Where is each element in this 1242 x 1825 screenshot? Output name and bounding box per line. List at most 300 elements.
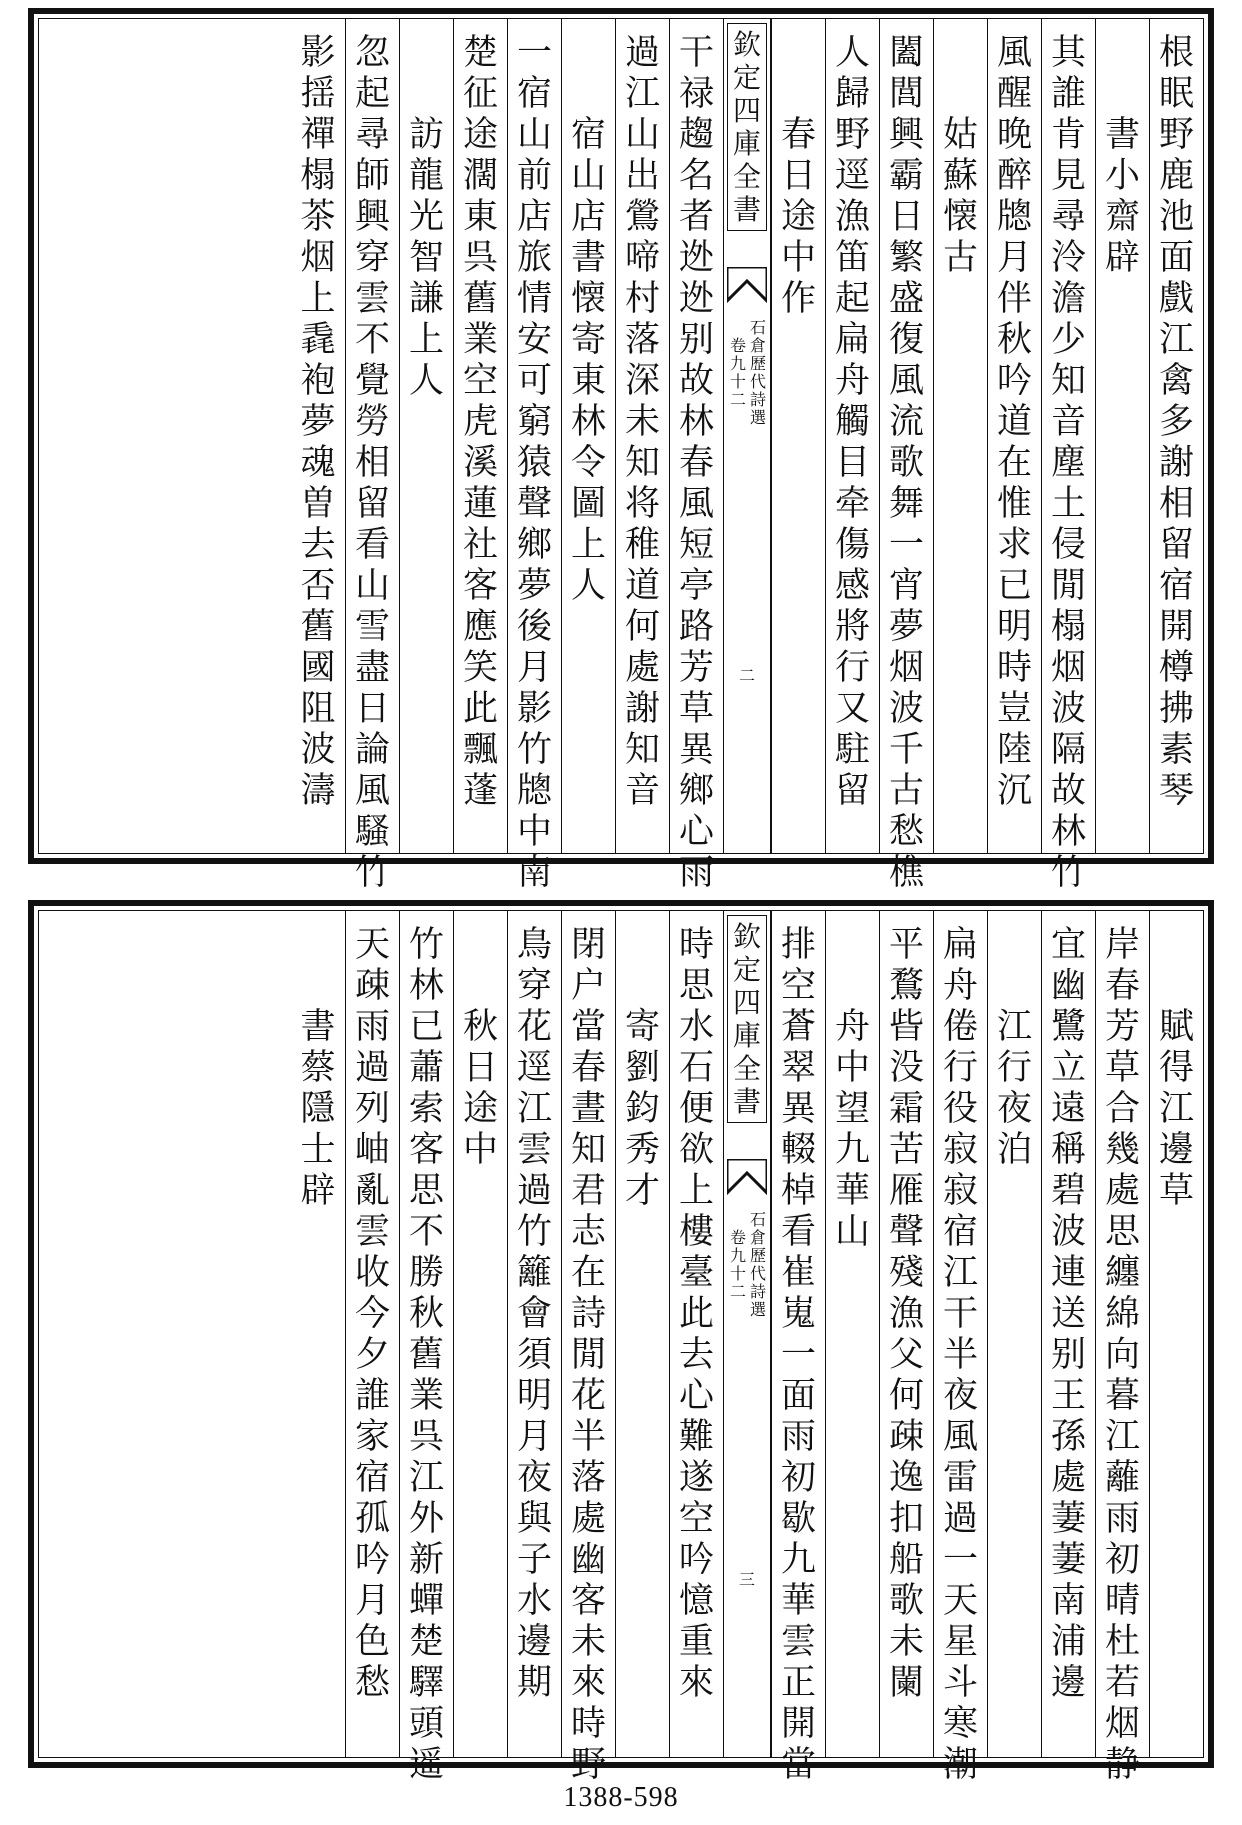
- text-column: [879, 911, 933, 1757]
- glyph: 歷: [749, 354, 766, 373]
- glyph: 中: [516, 812, 552, 852]
- glyph: 醉: [996, 156, 1032, 196]
- glyph: 舟: [834, 1007, 870, 1047]
- glyph: 後: [516, 607, 552, 647]
- glyph: 一: [780, 1335, 816, 1375]
- glyph: 茶: [300, 197, 336, 237]
- glyph: 鈞: [624, 1089, 660, 1129]
- glyph: 波: [888, 689, 924, 729]
- glyph: 閉: [570, 925, 606, 965]
- glyph: 智: [408, 238, 444, 278]
- glyph: 秋: [462, 1007, 498, 1047]
- glyph: 蕭: [408, 1048, 444, 1088]
- glyph: 戲: [1158, 279, 1194, 319]
- glyph: 收: [354, 1253, 390, 1293]
- glyph: 笛: [834, 238, 870, 278]
- glyph: 澹: [1050, 279, 1086, 319]
- glyph: 留: [834, 771, 870, 811]
- glyph: 惟: [996, 484, 1032, 524]
- glyph: 樽: [1158, 648, 1194, 688]
- glyph: 楚: [462, 33, 498, 73]
- glyph: 愁: [888, 812, 924, 852]
- glyph: 寂: [942, 1130, 978, 1170]
- glyph: 留: [354, 484, 390, 524]
- glyph: 書: [732, 1085, 761, 1118]
- glyph: 尋: [1050, 197, 1086, 237]
- glyph: 書: [732, 193, 761, 226]
- glyph: 過: [516, 1171, 552, 1211]
- glyph: 興: [354, 197, 390, 237]
- glyph: 林: [678, 402, 714, 442]
- glyph: 石: [749, 1210, 766, 1229]
- glyph: 禪: [300, 115, 336, 155]
- glyph: 江: [1158, 320, 1194, 360]
- lower-folio-frame: [38, 910, 1204, 1785]
- glyph: 宵: [888, 566, 924, 606]
- glyph: 書: [570, 238, 606, 278]
- glyph: 邊: [1050, 1663, 1086, 1703]
- glyph: 侵: [1050, 525, 1086, 565]
- glyph: 石: [678, 1048, 714, 1088]
- glyph: 岸: [1104, 925, 1140, 965]
- glyph: 深: [624, 361, 660, 401]
- glyph: 人: [570, 566, 606, 606]
- glyph: 風: [996, 33, 1032, 73]
- glyph: 寂: [942, 1171, 978, 1211]
- glyph: 途: [462, 115, 498, 155]
- glyph: 見: [1050, 156, 1086, 196]
- glyph: 芳: [678, 648, 714, 688]
- glyph: 塵: [1050, 443, 1086, 483]
- glyph: 面: [1158, 238, 1194, 278]
- glyph: 齋: [1104, 197, 1140, 237]
- glyph: 㫮: [888, 1007, 924, 1047]
- glyph: 根: [1158, 33, 1194, 73]
- glyph: 道: [624, 566, 660, 606]
- glyph: 雪: [354, 607, 390, 647]
- glyph: 初: [780, 1458, 816, 1498]
- text-column: [1095, 911, 1149, 1785]
- glyph: 鶩: [888, 966, 924, 1006]
- glyph: 伴: [996, 279, 1032, 319]
- glyph: 碧: [1050, 1171, 1086, 1211]
- glyph: 雨: [1104, 1499, 1140, 1539]
- glyph: 便: [678, 1089, 714, 1129]
- glyph: 閒: [1050, 566, 1086, 606]
- glyph: 庫: [732, 1019, 761, 1052]
- glyph: 選: [749, 1300, 766, 1319]
- glyph: 别: [1050, 1335, 1086, 1375]
- glyph: 可: [516, 361, 552, 401]
- glyph: 舊: [462, 279, 498, 319]
- glyph: 四: [732, 94, 761, 127]
- glyph: 社: [462, 525, 498, 565]
- glyph: 宿: [942, 1212, 978, 1252]
- fold-subtitle: [724, 1211, 770, 1361]
- glyph: 師: [354, 156, 390, 196]
- glyph: 池: [1158, 197, 1194, 237]
- glyph: 聲: [516, 484, 552, 524]
- glyph: 看: [780, 1212, 816, 1252]
- glyph: 憶: [678, 1581, 714, 1621]
- glyph: 時: [678, 925, 714, 965]
- glyph: 上: [300, 279, 336, 319]
- glyph: 逕: [516, 1048, 552, 1088]
- glyph: 店: [570, 197, 606, 237]
- glyph: 故: [1050, 771, 1086, 811]
- glyph: 天: [942, 1581, 978, 1621]
- glyph: 素: [1158, 730, 1194, 770]
- glyph: 秋: [408, 1294, 444, 1334]
- glyph: 日: [888, 197, 924, 237]
- glyph: 士: [300, 1130, 336, 1170]
- volume-label: [728, 1229, 748, 1301]
- glyph: 起: [354, 74, 390, 114]
- fishtail-mark-icon: [727, 1159, 767, 1199]
- fishtail-mark-icon: [727, 267, 767, 307]
- glyph: 疎: [354, 966, 390, 1006]
- text-column: [933, 19, 987, 853]
- glyph: 揺: [300, 74, 336, 114]
- glyph: 閒: [570, 1335, 606, 1375]
- glyph: 家: [354, 1417, 390, 1457]
- glyph: 九: [780, 1540, 816, 1580]
- glyph: 相: [1158, 484, 1194, 524]
- glyph: 何: [624, 607, 660, 647]
- glyph: 闔: [888, 33, 924, 73]
- glyph: 情: [516, 279, 552, 319]
- glyph: 逕: [834, 156, 870, 196]
- glyph: 起: [834, 279, 870, 319]
- glyph: 夢: [300, 402, 336, 442]
- glyph: 林: [570, 402, 606, 442]
- glyph: 竹: [354, 853, 390, 893]
- text-column: [615, 911, 669, 1757]
- glyph: 影: [300, 33, 336, 73]
- glyph: 倉: [749, 1228, 766, 1247]
- glyph: 古: [942, 238, 978, 278]
- glyph: 榻: [1050, 607, 1086, 647]
- glyph: 泠: [1050, 238, 1086, 278]
- glyph: 過: [624, 33, 660, 73]
- glyph: 令: [570, 443, 606, 483]
- glyph: 日: [780, 156, 816, 196]
- glyph: 孫: [1050, 1417, 1086, 1457]
- glyph: 店: [516, 197, 552, 237]
- glyph: 花: [516, 1007, 552, 1047]
- glyph: 遠: [1050, 1089, 1086, 1129]
- glyph: 野: [1158, 115, 1194, 155]
- glyph: 霜: [888, 1089, 924, 1129]
- glyph: 風: [678, 484, 714, 524]
- text-column: [1149, 911, 1203, 1757]
- glyph: 詩: [570, 1294, 606, 1334]
- glyph: 頭: [408, 1704, 444, 1744]
- glyph: 上: [570, 525, 606, 565]
- glyph: 歷: [749, 1246, 766, 1265]
- glyph: 思: [678, 966, 714, 1006]
- glyph: 途: [780, 197, 816, 237]
- glyph: 崔: [780, 1253, 816, 1293]
- glyph: 疎: [888, 1417, 924, 1457]
- glyph: 岫: [354, 1130, 390, 1170]
- glyph: 沉: [996, 771, 1032, 811]
- glyph: 野: [570, 1745, 606, 1785]
- glyph: 空: [780, 966, 816, 1006]
- glyph: 書: [1104, 115, 1140, 155]
- glyph: 邊: [516, 1622, 552, 1662]
- glyph: 漁: [834, 197, 870, 237]
- glyph: 村: [624, 279, 660, 319]
- glyph: 詩: [749, 1282, 766, 1301]
- text-column: [771, 911, 825, 1785]
- glyph: 路: [678, 607, 714, 647]
- glyph: 禽: [1158, 361, 1194, 401]
- glyph: 宜: [1050, 925, 1086, 965]
- glyph: 已: [408, 1007, 444, 1047]
- glyph: 安: [516, 320, 552, 360]
- lower-folio: [28, 900, 1214, 1785]
- glyph: 雲: [354, 279, 390, 319]
- glyph: 草: [678, 689, 714, 729]
- glyph: 呉: [408, 1417, 444, 1457]
- glyph: 龍: [408, 156, 444, 196]
- glyph: 辟: [1104, 238, 1140, 278]
- glyph: 浦: [1050, 1622, 1086, 1662]
- glyph: 樵: [888, 853, 924, 893]
- glyph: 道: [996, 402, 1032, 442]
- glyph: 連: [1050, 1253, 1086, 1293]
- glyph: 二: [729, 1282, 746, 1301]
- glyph: 雲: [516, 1130, 552, 1170]
- glyph: 吟: [354, 1540, 390, 1580]
- glyph: 旅: [516, 238, 552, 278]
- glyph: 志: [570, 1212, 606, 1252]
- glyph: 窮: [516, 402, 552, 442]
- glyph: 静: [1104, 1745, 1140, 1785]
- glyph: 雨: [780, 1417, 816, 1457]
- glyph: 合: [1104, 1089, 1140, 1129]
- glyph: 林: [408, 966, 444, 1006]
- text-column: [399, 19, 453, 853]
- glyph: 石: [749, 318, 766, 337]
- text-column: [669, 911, 723, 1757]
- glyph: 一: [516, 33, 552, 73]
- glyph: 舊: [300, 607, 336, 647]
- glyph: 音: [624, 771, 660, 811]
- glyph: 舟: [834, 361, 870, 401]
- glyph: 臺: [678, 1253, 714, 1293]
- glyph: 歌: [888, 443, 924, 483]
- glyph: 面: [780, 1376, 816, 1416]
- text-column: [345, 19, 399, 893]
- glyph: 立: [1050, 1048, 1086, 1088]
- glyph: 春: [678, 443, 714, 483]
- glyph: 迯: [678, 238, 714, 278]
- glyph: 殘: [888, 1253, 924, 1293]
- glyph: 溪: [462, 443, 498, 483]
- glyph: 不: [354, 320, 390, 360]
- glyph: 客: [570, 1581, 606, 1621]
- glyph: 途: [462, 1089, 498, 1129]
- glyph: 舊: [408, 1335, 444, 1375]
- glyph: 稱: [1050, 1130, 1086, 1170]
- glyph: 華: [780, 1581, 816, 1621]
- glyph: 歸: [834, 74, 870, 114]
- glyph: 月: [996, 238, 1032, 278]
- glyph: 别: [678, 320, 714, 360]
- anthology-title: [748, 319, 768, 427]
- glyph: 曽: [300, 484, 336, 524]
- glyph: 江: [624, 74, 660, 114]
- glyph: 賦: [1158, 1007, 1194, 1047]
- glyph: 牕: [516, 771, 552, 811]
- glyph: 代: [749, 1264, 766, 1283]
- glyph: 今: [354, 1294, 390, 1334]
- glyph: 土: [1050, 484, 1086, 524]
- glyph: 此: [678, 1294, 714, 1334]
- text-column: [615, 19, 669, 853]
- glyph: 蓬: [462, 771, 498, 811]
- glyph: 平: [888, 925, 924, 965]
- glyph: 選: [749, 408, 766, 427]
- glyph: 復: [888, 320, 924, 360]
- glyph: 江: [1104, 1417, 1140, 1457]
- glyph: 泊: [996, 1130, 1032, 1170]
- fold-subtitle: [724, 319, 770, 469]
- glyph: 全: [732, 1052, 761, 1085]
- glyph: 月: [354, 1581, 390, 1621]
- glyph: 蘺: [1104, 1458, 1140, 1498]
- glyph: 異: [678, 730, 714, 770]
- glyph: 山: [516, 115, 552, 155]
- glyph: 九: [729, 354, 746, 373]
- glyph: 蟬: [408, 1581, 444, 1621]
- glyph: 猿: [516, 443, 552, 483]
- glyph: 星: [942, 1622, 978, 1662]
- glyph: 征: [462, 74, 498, 114]
- glyph: 人: [834, 33, 870, 73]
- glyph: 知: [1050, 361, 1086, 401]
- glyph: 夢: [888, 607, 924, 647]
- glyph: 濶: [462, 156, 498, 196]
- glyph: 中: [462, 1130, 498, 1170]
- glyph: 流: [888, 402, 924, 442]
- glyph: 勞: [354, 402, 390, 442]
- glyph: 開: [1158, 607, 1194, 647]
- glyph: 來: [570, 1663, 606, 1703]
- glyph: 日: [462, 1048, 498, 1088]
- glyph: 綿: [1104, 1294, 1140, 1334]
- glyph: 竹: [516, 730, 552, 770]
- glyph: 宿: [516, 74, 552, 114]
- glyph: 當: [570, 1007, 606, 1047]
- glyph: 籬: [516, 1253, 552, 1293]
- glyph: 新: [408, 1540, 444, 1580]
- glyph: 秀: [624, 1130, 660, 1170]
- glyph: 干: [942, 1294, 978, 1334]
- glyph: 江: [516, 1089, 552, 1129]
- page-number: 1388-598: [563, 1782, 679, 1813]
- text-column: [345, 911, 399, 1757]
- glyph: 穿: [516, 966, 552, 1006]
- glyph: 驛: [408, 1663, 444, 1703]
- glyph: 鷺: [1050, 1007, 1086, 1047]
- glyph: 隔: [1050, 730, 1086, 770]
- glyph: 歌: [888, 1581, 924, 1621]
- glyph: 竹: [408, 925, 444, 965]
- glyph: 去: [300, 525, 336, 565]
- glyph: 月: [516, 648, 552, 688]
- glyph: 户: [570, 966, 606, 1006]
- glyph: 思: [1104, 1212, 1140, 1252]
- glyph: 花: [570, 1376, 606, 1416]
- glyph: 詩: [749, 390, 766, 409]
- glyph: 短: [678, 525, 714, 565]
- glyph: 父: [888, 1335, 924, 1375]
- glyph: 十: [729, 372, 746, 391]
- glyph: 辟: [300, 1171, 336, 1211]
- glyph: 竹: [516, 1212, 552, 1252]
- glyph: 翠: [780, 1048, 816, 1088]
- glyph: 目: [834, 443, 870, 483]
- center-fold-column: [723, 19, 771, 853]
- glyph: 古: [888, 771, 924, 811]
- glyph: 山: [570, 156, 606, 196]
- glyph: 烟: [888, 648, 924, 688]
- glyph: 風: [942, 1417, 978, 1457]
- glyph: 未: [888, 1622, 924, 1662]
- glyph: 幾: [1104, 1130, 1140, 1170]
- glyph: 將: [834, 607, 870, 647]
- glyph: 謝: [624, 689, 660, 729]
- glyph: 啼: [624, 238, 660, 278]
- glyph: 九: [729, 1246, 746, 1265]
- glyph: 夜: [516, 1458, 552, 1498]
- glyph: 又: [834, 689, 870, 729]
- glyph: 江: [408, 1458, 444, 1498]
- glyph: 姑: [942, 115, 978, 155]
- glyph: 袍: [300, 361, 336, 401]
- glyph: 明: [516, 1376, 552, 1416]
- glyph: 多: [1158, 402, 1194, 442]
- glyph: 野: [834, 115, 870, 155]
- glyph: 竹: [1050, 853, 1086, 893]
- glyph: 山: [624, 115, 660, 155]
- upper-folio: [28, 8, 1214, 893]
- glyph: 蔡: [300, 1048, 336, 1088]
- center-fold-column: [723, 911, 771, 1757]
- glyph: 尋: [354, 115, 390, 155]
- glyph: 留: [1158, 525, 1194, 565]
- glyph: 一: [888, 525, 924, 565]
- glyph: 没: [888, 1048, 924, 1088]
- glyph: 代: [749, 372, 766, 391]
- glyph: 芳: [1104, 1007, 1140, 1047]
- text-column: [987, 911, 1041, 1757]
- glyph: 排: [780, 925, 816, 965]
- glyph: 前: [516, 156, 552, 196]
- glyph: 阻: [300, 689, 336, 729]
- glyph: 風: [354, 771, 390, 811]
- glyph: 時: [570, 1704, 606, 1744]
- glyph: 陸: [996, 730, 1032, 770]
- glyph: 行: [996, 1048, 1032, 1088]
- glyph: 欽: [732, 920, 761, 953]
- glyph: 閭: [888, 74, 924, 114]
- folio-number: 三: [738, 1570, 755, 1589]
- glyph: 扁: [942, 925, 978, 965]
